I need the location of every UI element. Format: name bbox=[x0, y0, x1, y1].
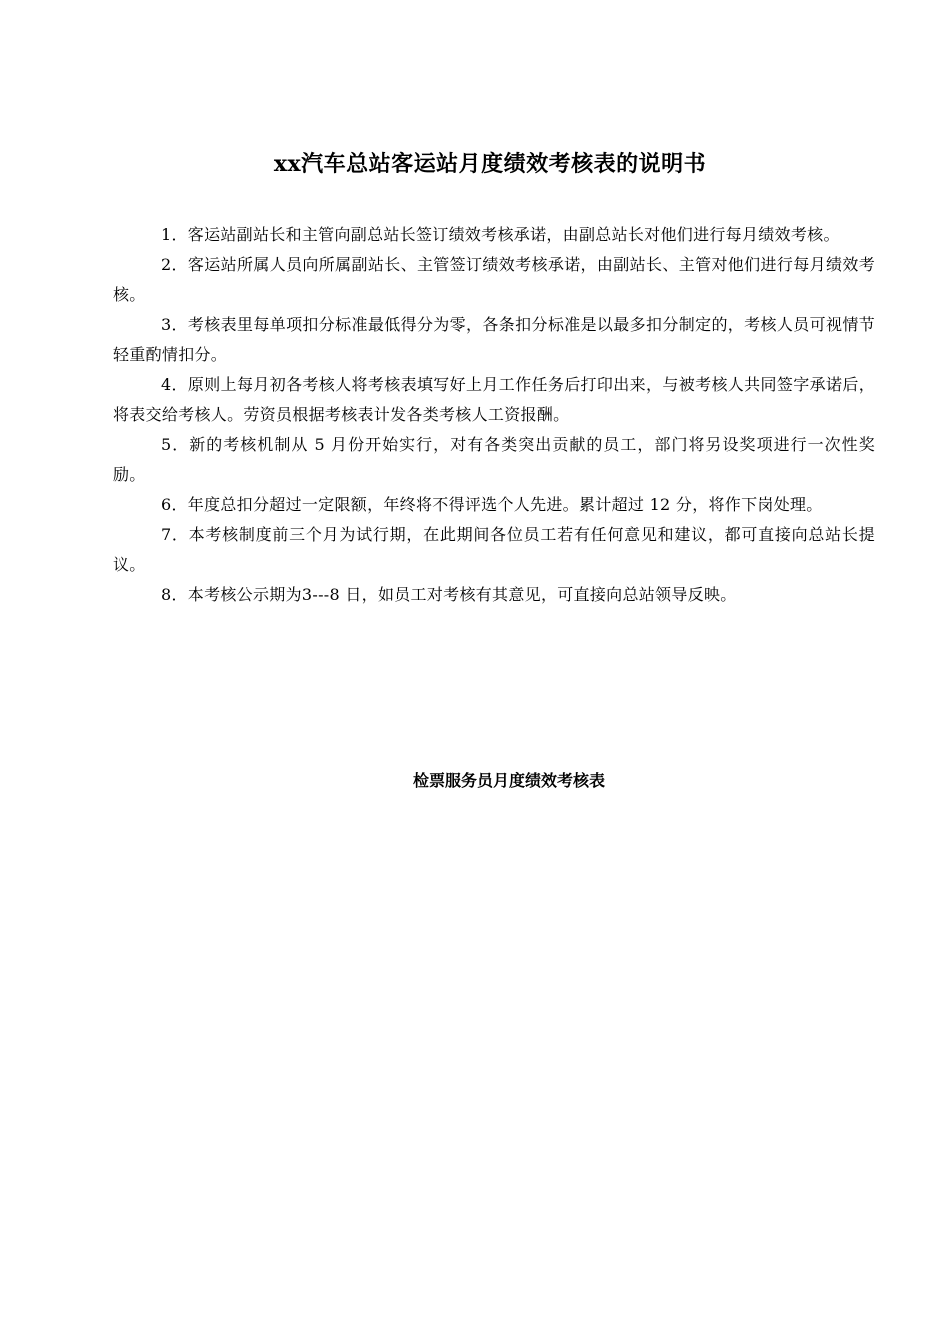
instruction-paragraph-3: 3．考核表里每单项扣分标准最低得分为零，各条扣分标准是以最多扣分制定的，考核人员可视情节轻重酌情扣分。 bbox=[113, 315, 875, 364]
instruction-paragraph-2: 2．客运站所属人员向所属副站长、主管签订绩效考核承诺，由副站长、主管对他们进行每月绩效考核。 bbox=[113, 255, 875, 304]
instruction-paragraph-8: 8．本考核公示期为3---8 日，如员工对考核有其意见，可直接向总站领导反映。 bbox=[161, 585, 737, 604]
section-subtitle: 检票服务员月度绩效考核表 bbox=[412, 771, 605, 790]
instruction-paragraph-4: 4．原则上每月初各考核人将考核表填写好上月工作任务后打印出来，与被考核人共同签字承诺后，将表交给考核人。劳资员根据考核表计发各类考核人工资报酬。 bbox=[113, 375, 875, 424]
instruction-paragraph-6: 6．年度总扣分超过一定限额，年终将不得评选个人先进。累计超过 12 分，将作下岗处理。 bbox=[161, 495, 823, 514]
instruction-paragraph-7: 7．本考核制度前三个月为试行期，在此期间各位员工若有任何意见和建议，都可直接向总站长提议。 bbox=[113, 525, 875, 574]
instruction-paragraph-5: 5．新的考核机制从 5 月份开始实行，对有各类突出贡献的员工，部门将另设奖项进行一次性奖励。 bbox=[113, 435, 875, 484]
instructions-body bbox=[113, 220, 875, 610]
document-title: xx汽车总站客运站月度绩效考核表的说明书 bbox=[273, 151, 707, 177]
instruction-paragraph-1: 1．客运站副站长和主管向副总站长签订绩效考核承诺，由副总站长对他们进行每月绩效考核。 bbox=[161, 225, 840, 244]
